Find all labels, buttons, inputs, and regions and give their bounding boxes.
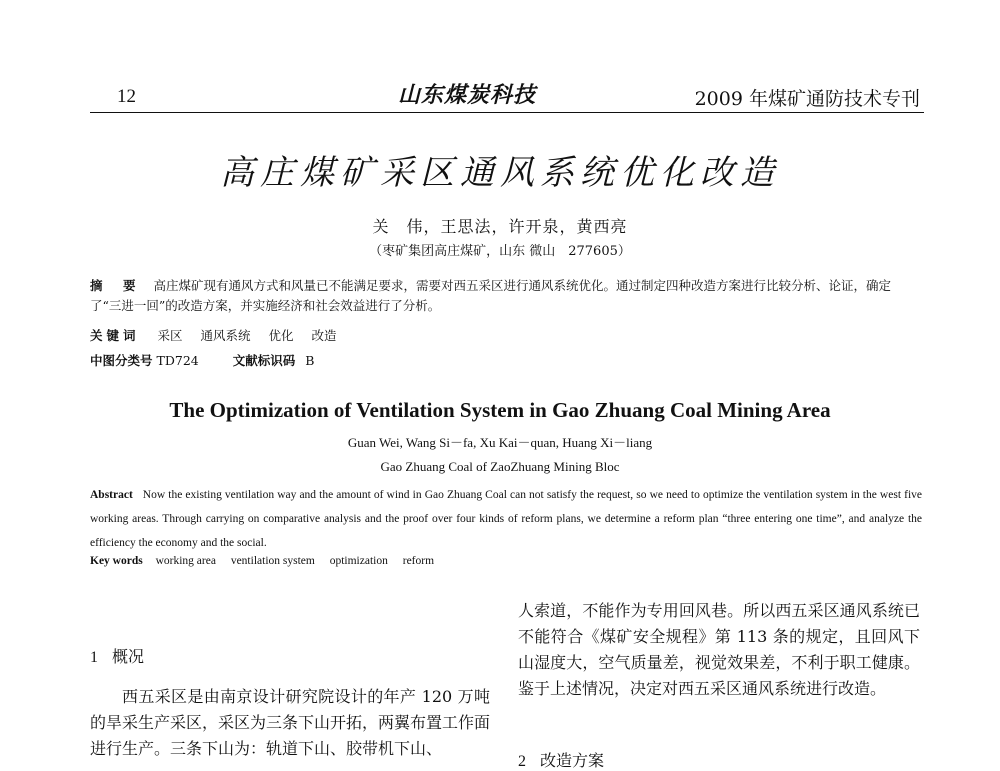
affiliation-en: Gao Zhuang Coal of ZaoZhuang Mining Bloc — [380, 459, 620, 474]
section-heading-1 — [90, 644, 144, 667]
abstract-cn-text: 高庄煤矿现有通风方式和风量已不能满足要求，需要对西五采区进行通风系统优化。通过制定四种改造方案进行比较分析、论证，确定了“三进一回”的改造方案，并实施经济和社会效益进行了分析。 — [90, 278, 892, 313]
authors-en: Guan Wei, Wang Si－fa, Xu Kai－quan, Huang Xi－liang — [347, 435, 653, 450]
journal-logo: 山东煤炭科技 — [398, 82, 537, 108]
doc-code-label: 文献标识码 — [232, 353, 296, 368]
doc-code-value: B — [305, 353, 315, 368]
abstract-en — [90, 483, 922, 555]
keywords-en — [90, 555, 446, 567]
section-number: 1 — [90, 649, 98, 666]
paper-title-cn: 高庄煤矿采区通风系统优化改造 — [220, 153, 780, 193]
keyword-cn: 通风系统 — [200, 328, 251, 343]
keyword-cn: 采区 — [157, 328, 183, 343]
keywords-cn-label: 关键词 — [90, 328, 140, 343]
affiliation-cn: （枣矿集团高庄煤矿，山东 微山 277605） — [369, 244, 631, 259]
classification-row — [90, 351, 314, 369]
abstract-cn-label: 摘 要 — [90, 278, 140, 293]
paper-title-en: The Optimization of Ventilation System in Gao Zhuang Coal Mining Area — [169, 398, 831, 422]
header-divider — [90, 112, 924, 113]
clc-label: 中图分类号 — [90, 353, 153, 368]
keywords-cn — [90, 326, 351, 344]
keyword-en: optimization — [329, 555, 388, 567]
keywords-en-label: Key words — [90, 555, 143, 567]
keyword-cn: 改造 — [311, 328, 337, 343]
keyword-en: working area — [155, 555, 216, 567]
section-number: 2 — [518, 753, 526, 770]
authors-cn: 关 伟，王思法，许开泉，黄西亮 — [372, 217, 628, 236]
clc-value: TD724 — [156, 353, 199, 368]
keyword-en: reform — [402, 555, 435, 567]
abstract-en-label: Abstract — [90, 489, 133, 501]
page-number: 12 — [117, 86, 136, 107]
body-paragraph-right: 人索道，不能作为专用回风巷。所以西五采区通风系统已不能符合《煤矿安全规程》第 113 条的规定，且回风下山湿度大，空气质量差，视觉效果差，不利于职工健康。鉴于上述情况，决定对西五采区通风系统进行改造。 — [518, 601, 920, 698]
keyword-cn: 优化 — [268, 328, 294, 343]
keyword-en: ventilation system — [230, 555, 315, 567]
section-title: 概况 — [112, 647, 145, 666]
body-paragraph-left: 西五采区是由南京设计研究院设计的年产 120 万吨的旱采生产采区，采区为三条下山开拓，两翼布置工作面进行生产。三条下山为：轨道下山、胶带机下山、 — [90, 687, 491, 758]
abstract-en-text: Now the existing ventilation way and the amount of wind in Gao Zhuang Coal can not satisfy the request, so we need to optimize the ventilation system in the west five working areas. Through carrying on comparative analysis and the proof over four kinds of reform plans, we determine a reform plan “three entering one time”, and analyze the efficiency the economy and the social. — [90, 489, 922, 549]
issue-title: 2009 年煤矿通防技术专刊 — [694, 88, 920, 110]
abstract-cn — [90, 276, 920, 316]
section-title: 改造方案 — [540, 751, 605, 770]
